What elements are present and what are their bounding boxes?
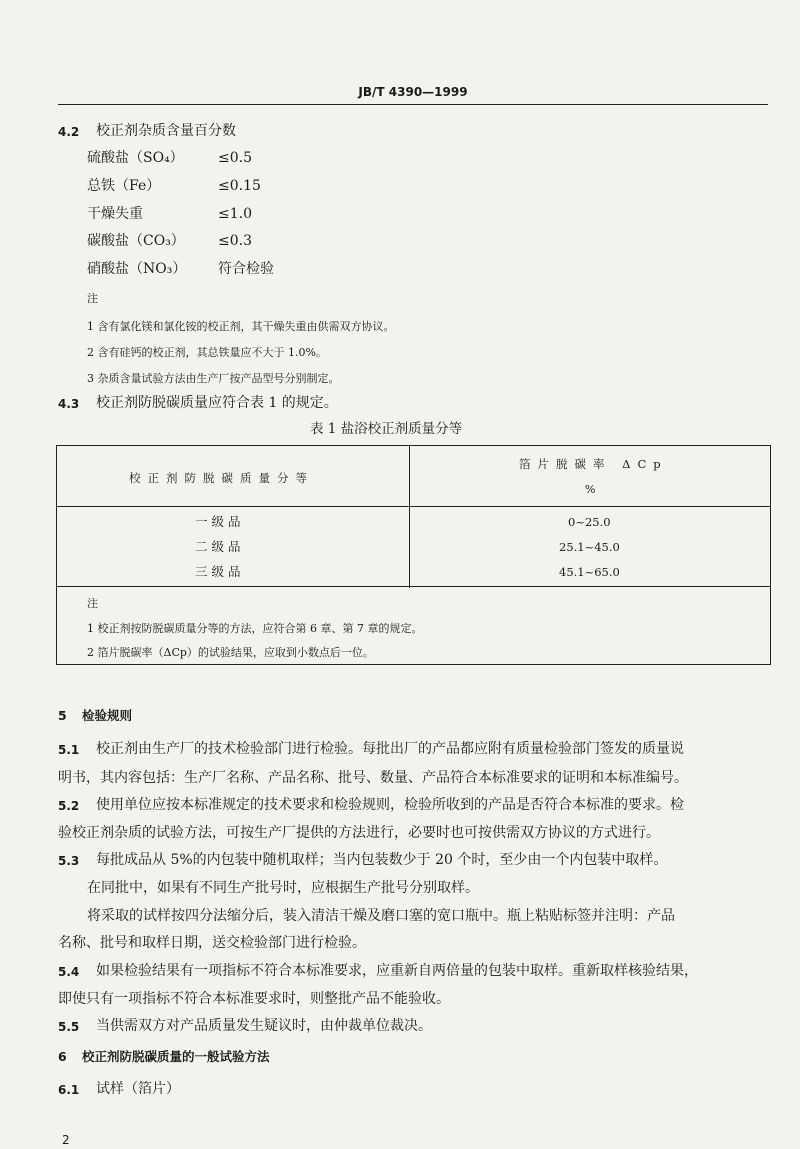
section-4-3-text: 校正剂防脱碳质量应符合表 1 的规定。 <box>96 395 338 411</box>
header-rule <box>58 104 768 105</box>
table-row-value: 45.1~65.0 <box>559 565 620 579</box>
section-4-2-number: 4.2 <box>58 125 80 139</box>
table-note-item: 2 箔片脱碳率（ΔCp）的试验结果，应取到小数点后一位。 <box>87 646 374 659</box>
page-number: 2 <box>62 1133 70 1147</box>
table-header-grade: 校正剂防脱碳质量分等 <box>129 471 314 485</box>
section-4-3-number: 4.3 <box>58 397 80 411</box>
standard-header: JB/T 4390—1999 <box>358 85 468 99</box>
impurity-name: 碳酸盐（CO₃） <box>87 233 185 249</box>
note-item: 1 含有氯化镁和氯化铵的校正剂，其干燥失重由供需双方协议。 <box>87 320 395 333</box>
clause-text: 如果检验结果有一项指标不符合本标准要求，应重新自两倍量的包装中取样。重新取样核验结果， <box>96 963 698 979</box>
clause-text: 当供需双方对产品质量发生疑议时，由仲裁单位裁决。 <box>96 1018 432 1034</box>
impurity-name: 干燥失重 <box>87 206 143 222</box>
section-6-title: 校正剂防脱碳质量的一般试验方法 <box>82 1049 270 1064</box>
impurity-name: 总铁（Fe） <box>87 178 161 194</box>
impurity-value: 符合检验 <box>218 261 274 277</box>
clause-number: 5.2 <box>58 799 80 813</box>
clause-text: 明书，其内容包括：生产厂名称、产品名称、批号、数量、产品符合本标准要求的证明和本标准编号。 <box>58 770 688 786</box>
clause-number: 5.1 <box>58 743 80 757</box>
impurity-value: ≤0.5 <box>218 150 252 166</box>
clause-text: 在同批中，如果有不同生产批号时，应根据生产批号分别取样。 <box>87 880 479 896</box>
section-5-number: 5 <box>58 708 67 723</box>
clause-number: 5.4 <box>58 965 80 979</box>
table-note-item: 1 校正剂按防脱碳质量分等的方法，应符合第 6 章、第 7 章的规定。 <box>87 622 423 635</box>
table-caption: 表 1 盐浴校正剂质量分等 <box>310 421 463 437</box>
table-body-rule <box>57 586 770 587</box>
clause-text: 将采取的试样按四分法缩分后，装入清洁干燥及磨口塞的宽口瓶中。瓶上粘贴标签并注明：产品 <box>87 908 675 924</box>
table-column-divider <box>409 446 410 588</box>
table-note-label: 注 <box>87 597 98 610</box>
clause-text: 名称、批号和取样日期，送交检验部门进行检验。 <box>58 935 366 951</box>
table-header-unit: % <box>585 483 596 496</box>
section-6-1-title: 试样（箔片） <box>96 1081 180 1097</box>
section-6-1-number: 6.1 <box>58 1083 80 1097</box>
impurity-name: 硫酸盐（SO₄） <box>87 150 184 166</box>
clause-text: 验校正剂杂质的试验方法，可按生产厂提供的方法进行，必要时也可按供需双方协议的方式进行。 <box>58 825 660 841</box>
section-4-2-title: 校正剂杂质含量百分数 <box>96 123 236 139</box>
note-item: 3 杂质含量试验方法由生产厂按产品型号分别制定。 <box>87 372 340 385</box>
table-row-value: 0~25.0 <box>568 515 611 529</box>
table-row-grade: 二 级 品 <box>195 539 241 554</box>
impurity-value: ≤1.0 <box>218 206 252 222</box>
clause-text: 使用单位应按本标准规定的技术要求和检验规则，检验所收到的产品是否符合本标准的要求。检 <box>96 797 684 813</box>
clause-number: 5.5 <box>58 1020 80 1034</box>
impurity-value: ≤0.3 <box>218 233 252 249</box>
impurity-value: ≤0.15 <box>218 178 261 194</box>
table-header-rate: 箔片脱碳率 ΔCp <box>519 457 668 471</box>
table-header-rule <box>57 506 770 507</box>
quality-grade-table <box>56 445 771 665</box>
table-row-grade: 一 级 品 <box>195 514 241 529</box>
section-6-number: 6 <box>58 1049 67 1064</box>
clause-text: 每批成品从 5%的内包装中随机取样；当内包装数少于 20 个时，至少由一个内包装中取样。 <box>96 852 668 868</box>
clause-number: 5.3 <box>58 854 80 868</box>
table-row-grade: 三 级 品 <box>195 564 241 579</box>
impurity-name: 硝酸盐（NO₃） <box>87 261 187 277</box>
section-5-title: 检验规则 <box>82 708 133 723</box>
table-row-value: 25.1~45.0 <box>559 540 620 554</box>
note-label: 注 <box>87 292 98 305</box>
note-item: 2 含有硅钙的校正剂，其总铁量应不大于 1.0%。 <box>87 346 327 359</box>
clause-text: 校正剂由生产厂的技术检验部门进行检验。每批出厂的产品都应附有质量检验部门签发的质量说 <box>96 741 684 757</box>
clause-text: 即使只有一项指标不符合本标准要求时，则整批产品不能验收。 <box>58 991 450 1007</box>
